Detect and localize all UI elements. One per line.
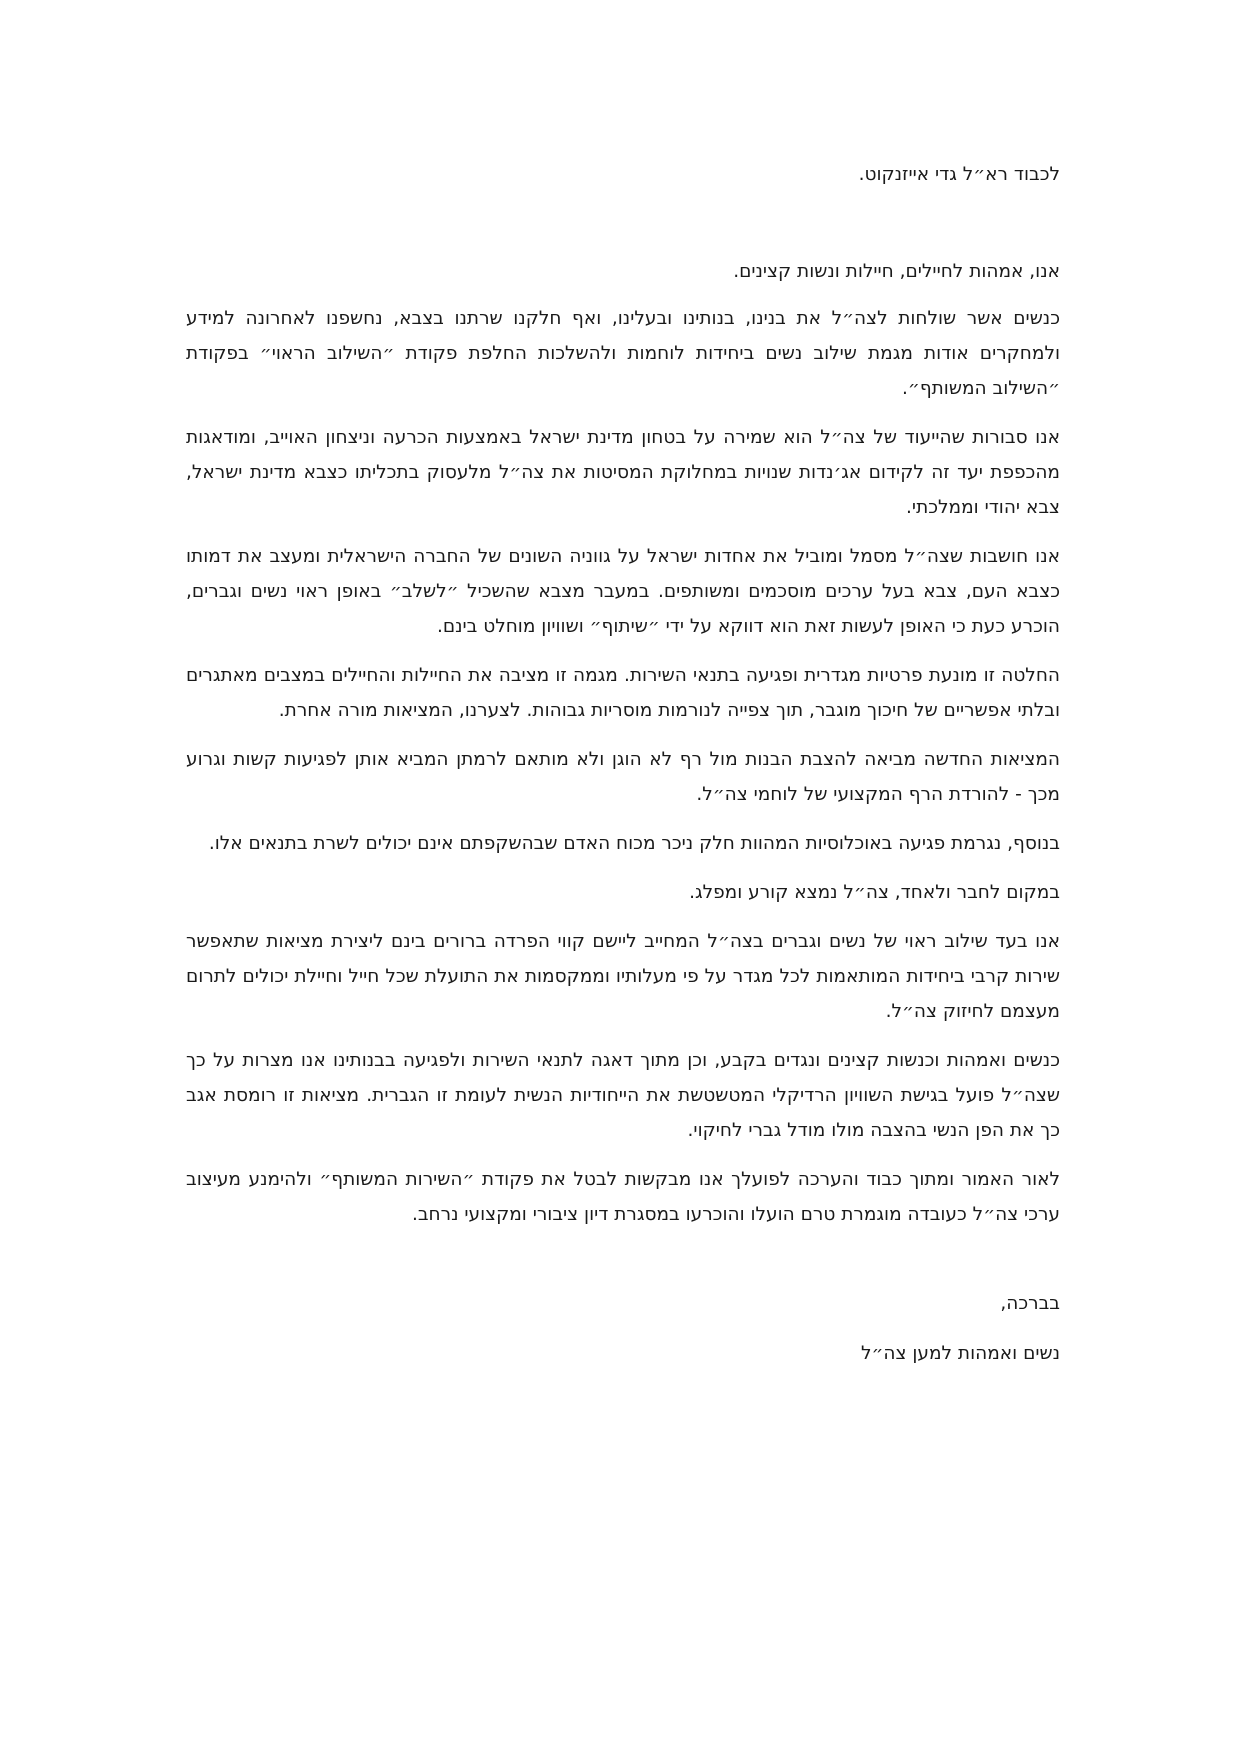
letter-paragraph: המציאות החדשה מביאה להצבת הבנות מול רף לא הוגן ולא מותאם לרמתן המביא אותן לפגיעות קשות וגרוע מכך - להורדת הרף המקצועי של לוחמי צה״ל. <box>186 749 1060 805</box>
letter-closing-block <box>186 1286 1060 1371</box>
letter-paragraph: לאור האמור ומתוך כבוד והערכה לפועלך אנו מבקשות לבטל את פקודת ״השירות המשותף״ ולהימנע מעיצוב ערכי צה״ל כעובדה מוגמרת טרם הועלו והוכרעו במסגרת דיון ציבורי ומקצועי נרחב. <box>186 1169 1060 1225</box>
letter-paragraph: אנו חושבות שצה״ל מסמל ומוביל את אחדות ישראל על גווניה השונים של החברה הישראלית ומעצב את דמותו כצבא העם, צבא בעל ערכים מוסכמים ומשותפים. במעבר מצבא שהשכיל ״לשלב״ באופן ראוי נשים וגברים, הוכרע כעת כי האופן לעשות זאת הוא דווקא על ידי ״שיתוף״ ושוויון מוחלט בינם. <box>186 546 1060 637</box>
letter-closing: בברכה, <box>1000 1293 1060 1314</box>
letter-signature: נשים ואמהות למען צה״ל <box>860 1343 1060 1364</box>
letter-addressee: לכבוד רא״ל גדי אייזנקוט. <box>858 164 1060 185</box>
letter-paragraph: אנו סבורות שהייעוד של צה״ל הוא שמירה על בטחון מדינת ישראל באמצעות הכרעה וניצחון האוייב, ומודאגות מהכפפת יעד זה לקידום אג׳נדות שנויות במחלוקת המסיטות את צה״ל מלעסוק בתכליתו כצבא מדינת ישראל, צבא יהודי וממלכתי. <box>186 427 1060 518</box>
letter-opening: אנו, אמהות לחיילים, חיילות ונשות קצינים. <box>733 261 1060 282</box>
letter-paragraph: אנו בעד שילוב ראוי של נשים וגברים בצה״ל המחייב ליישם קווי הפרדה ברורים בינם ליצירת מציאות שתאפשר שירות קרבי ביחידות המותאמות לכל מגדר על פי מעלותיו וממקסמות את התועלת שכל חייל וחיילת יכולים לתרום מעצמם לחיזוק צה״ל. <box>186 931 1060 1022</box>
letter-paragraph: בנוסף, נגרמת פגיעה באוכלוסיות המהוות חלק ניכר מכוח האדם שבהשקפתם אינם יכולים לשרת בתנאים אלו. <box>208 833 1060 854</box>
letter-body <box>186 157 1060 1371</box>
letter-paragraph: כנשים ואמהות וכנשות קצינים ונגדים בקבע, וכן מתוך דאגה לתנאי השירות ולפגיעה בבנותינו אנו מצרות על כך שצה״ל פועל בגישת השוויון הרדיקלי המטשטשת את הייחודיות הנשית לעומת זו הגברית. מציאות זו רומסת אגב כך את הפן הנשי בהצבה מולו מודל גברי לחיקוי. <box>186 1050 1060 1141</box>
letter-paragraph: כנשים אשר שולחות לצה״ל את בנינו, בנותינו ובעלינו, ואף חלקנו שרתנו בצבא, נחשפנו לאחרונה למידע ולמחקרים אודות מגמת שילוב נשים ביחידות לוחמות ולהשלכות החלפת פקודת ״השילוב הראוי״ בפקודת ״השילוב המשותף״. <box>186 308 1060 399</box>
letter-paragraph: במקום לחבר ולאחד, צה״ל נמצא קורע ומפלג. <box>689 882 1060 903</box>
letter-paragraph: החלטה זו מונעת פרטיות מגדרית ופגיעה בתנאי השירות. מגמה זו מציבה את החיילות והחיילים במצבים מאתגרים ובלתי אפשריים של חיכוך מוגבר, תוך צפייה לנורמות מוסריות גבוהות. לצערנו, המציאות מורה אחרת. <box>186 665 1060 721</box>
